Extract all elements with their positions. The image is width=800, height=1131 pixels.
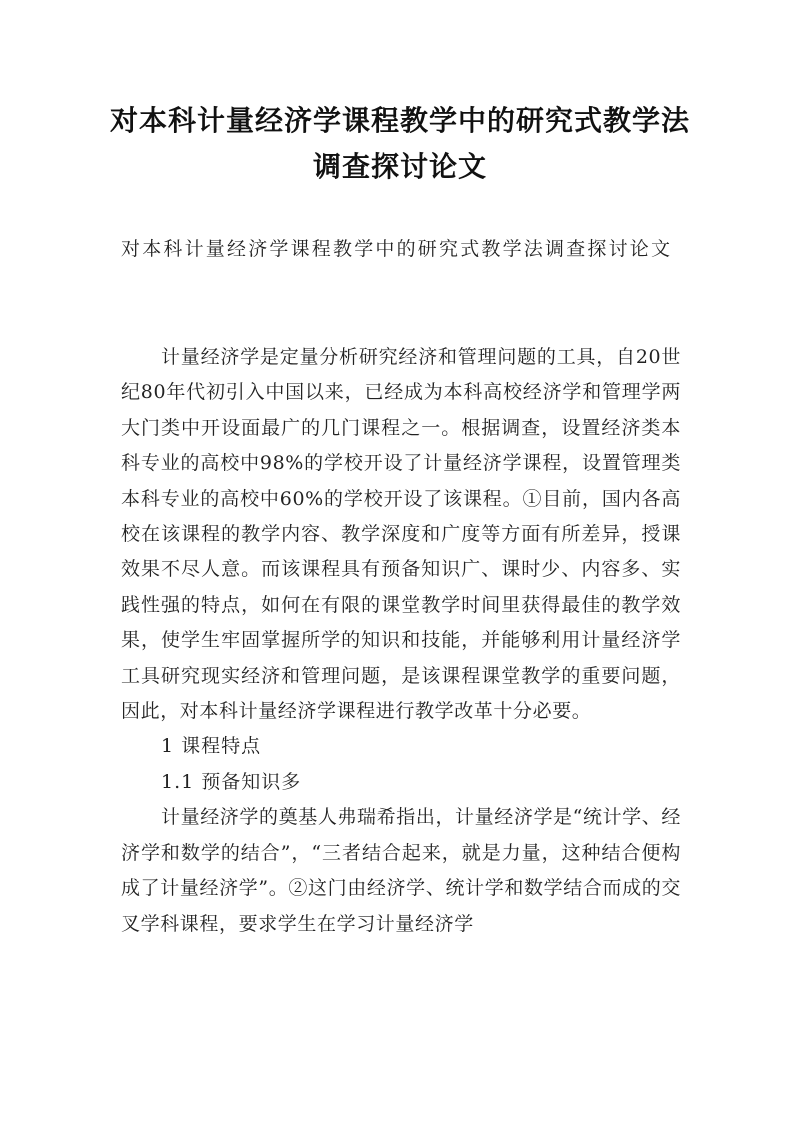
- section-heading: 1 课程特点: [161, 735, 262, 758]
- document-body: [121, 340, 681, 942]
- intro-paragraph: 计量经济学是定量分析研究经济和管理问题的工具，自20世纪80年代初引入中国以来，已经成为本科高校经济学和管理学两大门类中开设面最广的几门课程之一。根据调查，设置经济类本科专业的高校中98%的学校开设了计量经济学课程，设置管理类本科专业的高校中60%的学校开设了该课程。①目前，国内各高校在该课程的教学内容、教学深度和广度等方面有所差异，授课效果不尽人意。而该课程具有预备知识广、课时少、内容多、实践性强的特点，如何在有限的课堂教学时间里获得最佳的教学效果，使学生牢固掌握所学的知识和技能，并能够利用计量经济学工具研究现实经济和管理问题，是该课程课堂教学的重要问题，因此，对本科计量经济学课程进行教学改革十分必要。: [121, 346, 681, 723]
- document-subtitle: 对本科计量经济学课程教学中的研究式教学法调查探讨论文: [121, 238, 673, 260]
- document-title: 对本科计量经济学课程教学中的研究式教学法调查探讨论文: [110, 104, 691, 183]
- body-paragraph: 计量经济学的奠基人弗瑞希指出，计量经济学是“统计学、经济学和数学的结合”，“三者结合起来，就是力量，这种结合便构成了计量经济学”。②这门由经济学、统计学和数学结合而成的交叉学科课程，要求学生在学习计量经济学: [121, 806, 681, 935]
- subsection-heading: 1.1 预备知识多: [161, 770, 302, 793]
